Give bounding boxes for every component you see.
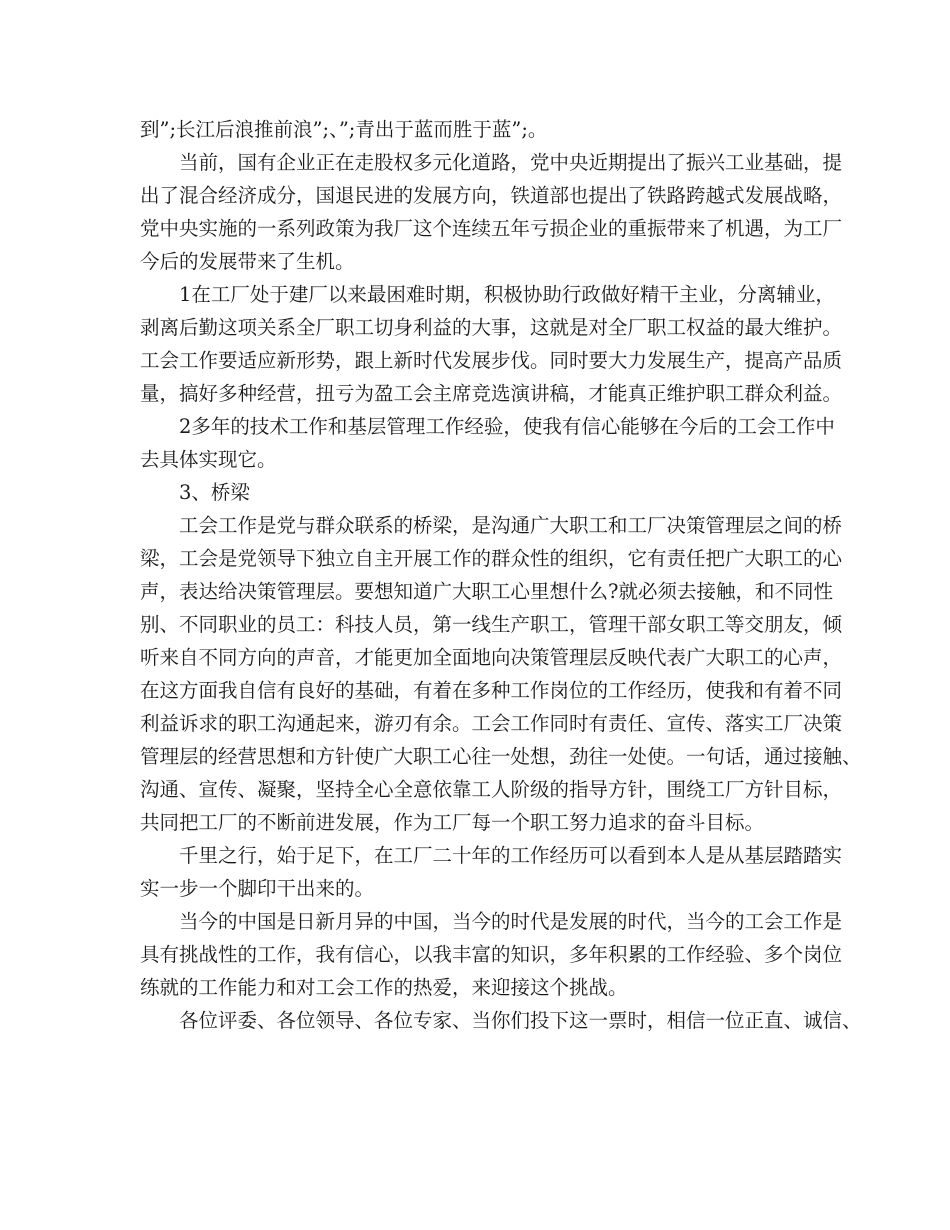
text-line: 共同把工厂的不断前进发展，作为工厂每一个职工努力追求的奋斗目标。 <box>140 811 765 834</box>
text-line: 今后的发展带来了生机。 <box>140 250 355 273</box>
text-line: 2多年的技术工作和基层管理工作经验，使我有信心能够在今后的工会工作中 <box>179 415 835 438</box>
text-line: 工会工作要适应新形势，跟上新时代发展步伐。同时要大力发展生产，提高产品质 <box>140 349 843 372</box>
text-line: 实一步一个脚印干出来的。 <box>140 877 375 900</box>
text-line: 别、不同职业的员工：科技人员，第一线生产职工，管理干部女职工等交朋友，倾 <box>140 613 843 636</box>
text-line: 当今的中国是日新月异的中国，当今的时代是发展的时代，当今的工会工作是 <box>179 910 843 933</box>
text-line: 在这方面我自信有良好的基础，有着在多种工作岗位的工作经历，使我和有着不同 <box>140 679 843 702</box>
text-line: 练就的工作能力和对工会工作的热爱，来迎接这个挑战。 <box>140 976 628 999</box>
text-line: 听来自不同方向的声音，才能更加全面地向决策管理层反映代表广大职工的心声， <box>140 646 843 669</box>
text-line: 声，表达给决策管理层。要想知道广大职工心里想什么?就必须去接触，和不同性 <box>140 580 833 603</box>
text-line: 梁，工会是党领导下独立自主开展工作的群众性的组织，它有责任把广大职工的心 <box>140 547 843 570</box>
text-line: 剥离后勤这项关系全厂职工切身利益的大事，这就是对全厂职工权益的最大维护。 <box>140 316 843 339</box>
text-line: 出了混合经济成分，国退民进的发展方向，铁道部也提出了铁路跨越式发展战略， <box>140 184 843 207</box>
text-line: 利益诉求的职工沟通起来，游刃有余。工会工作同时有责任、宣传、落实工厂决策 <box>140 712 843 735</box>
text-line: 各位评委、各位领导、各位专家、当你们投下这一票时，相信一位正直、诚信、 <box>179 1009 862 1032</box>
text-line: 当前，国有企业正在走股权多元化道路，党中央近期提出了振兴工业基础，提 <box>179 151 843 174</box>
text-line: 千里之行，始于足下，在工厂二十年的工作经历可以看到本人是从基层踏踏实 <box>179 844 843 867</box>
text-line: 管理层的经营思想和方针使广大职工心往一处想，劲往一处使。一句话，通过接触、 <box>140 745 862 768</box>
text-line: 1在工厂处于建厂以来最困难时期，积极协助行政做好精干主业，分离辅业， <box>179 283 835 306</box>
text-line: 工会工作是党与群众联系的桥梁，是沟通广大职工和工厂决策管理层之间的桥 <box>179 514 843 537</box>
text-line: 沟通、宣传、凝聚，坚持全心全意依靠工人阶级的指导方针，围绕工厂方针目标， <box>140 778 843 801</box>
text-line: 去具体实现它。 <box>140 448 277 471</box>
text-line: 具有挑战性的工作，我有信心，以我丰富的知识，多年积累的工作经验、多个岗位 <box>140 943 843 966</box>
text-line: 3、桥梁 <box>179 481 250 504</box>
text-line: 到”;长江后浪推前浪”;、”;青出于蓝而胜于蓝”;。 <box>140 118 548 141</box>
text-line: 量，搞好多种经营，扭亏为盈工会主席竞选演讲稿，才能真正维护职工群众利益。 <box>140 382 843 405</box>
document-body <box>140 113 862 1037</box>
text-line: 党中央实施的一系列政策为我厂这个连续五年亏损企业的重振带来了机遇，为工厂 <box>140 217 843 240</box>
